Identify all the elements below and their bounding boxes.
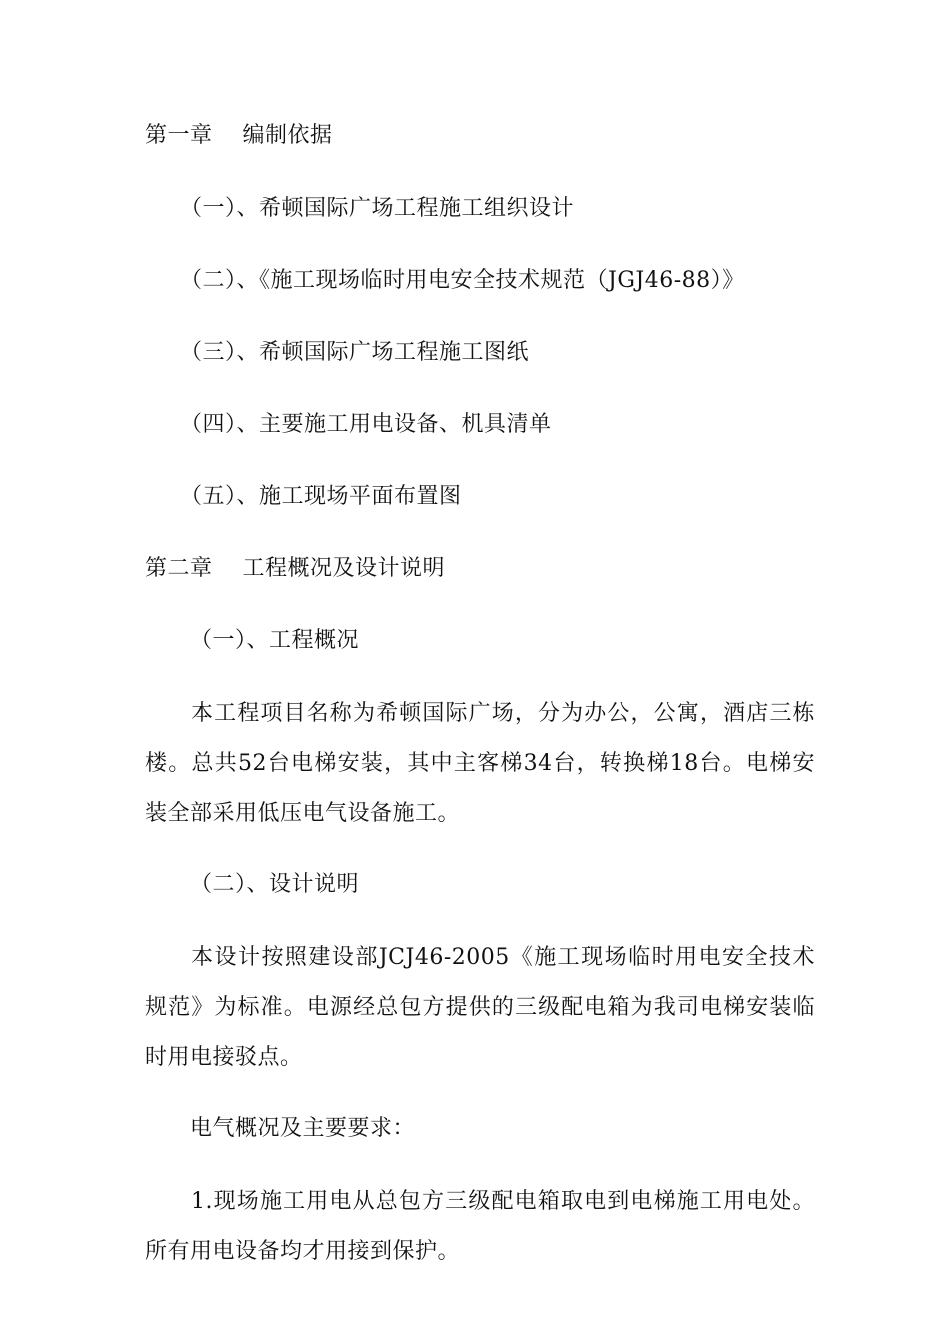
- chapter-1-item-3: （三）、希顿国际广场工程施工图纸: [180, 340, 530, 365]
- chapter-1-heading: 第一章 编制依据: [145, 123, 333, 148]
- chapter-2-heading: 第二章 工程概况及设计说明: [145, 556, 445, 581]
- section-design-paragraph: 本设计按照建设部JCJ46-2005《施工现场临时用电安全技术规范》为标准。电源经总包方提供的三级配电箱为我司电梯安装临时用电接驳点。: [145, 945, 815, 1070]
- chapter-1-item-5: （五）、施工现场平面布置图: [180, 484, 462, 509]
- section-overview-heading: （一）、工程概况: [190, 628, 360, 653]
- requirements-item-1: 1.现场施工用电从总包方三级配电箱取电到电梯施工用电处。所有用电设备均才用接到保护。: [145, 1189, 815, 1264]
- chapter-1-item-4: （四）、主要施工用电设备、机具清单: [180, 412, 552, 437]
- chapter-1-item-1: （一）、希顿国际广场工程施工组织设计: [180, 196, 575, 221]
- section-design-heading: （二）、设计说明: [190, 872, 360, 897]
- section-overview-paragraph: 本工程项目名称为希顿国际广场，分为办公，公寓，酒店三栋楼。总共52台电梯安装，其中主客梯34台，转换梯18台。电梯安装全部采用低压电气设备施工。: [145, 701, 815, 826]
- requirements-heading: 电气概况及主要要求：: [190, 1116, 416, 1141]
- chapter-1-item-2: （二）、《施工现场临时用电安全技术规范（JGJ46-88）》: [180, 268, 745, 293]
